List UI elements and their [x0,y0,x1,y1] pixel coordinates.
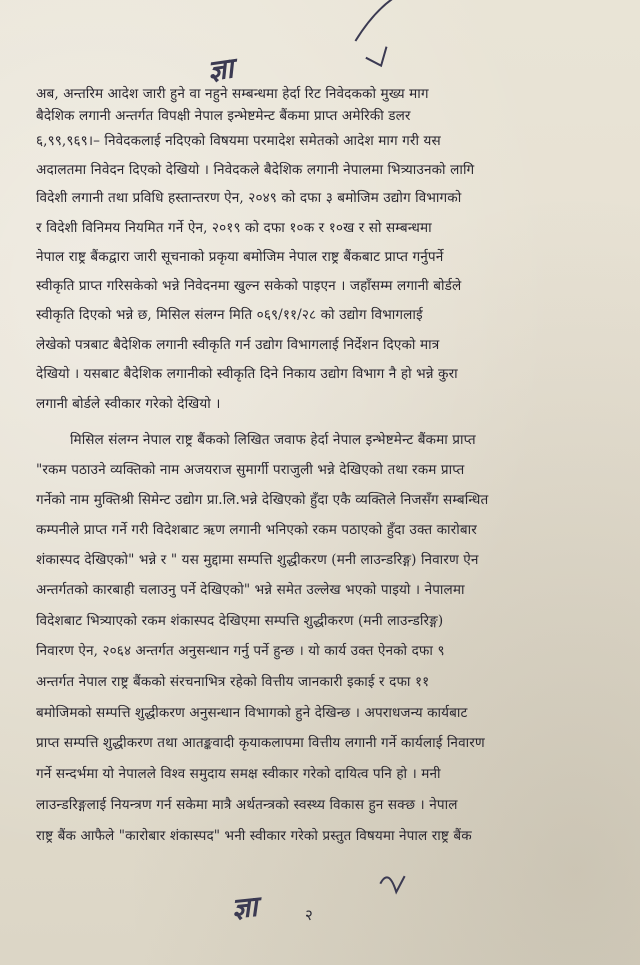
text-line-18: अन्तर्गतको कारबाही चलाउनु पर्ने देखिएको" भन्ने समेत उल्लेख भएको पाइयो । नेपालमा [36,582,465,598]
text-line-9: स्वीकृति दिएको भन्ने छ, मिसिल संलग्न मिति ०६९/११/२८ को उद्योग विभागलाई [36,307,423,323]
text-line-25: लाउन्डरिङ्गलाई नियन्त्रण गर्न सकेमा मात्रै अर्थतन्त्रको स्वस्थ्य विकास हुन सक्छ । नेपाल [36,797,458,813]
text-line-6: र विदेशी विनिमय नियमित गर्ने ऐन, २०१९ को दफा १०क र १०ख र सो सम्बन्धमा [36,220,432,236]
signature-bottom [230,887,259,927]
text-line-8: स्वीकृति प्राप्त गरिसकेको भन्ने निवेदनमा खुल्न सकेको पाइएन । जहाँसम्म लगानी बोर्डले [36,278,462,294]
text-line-11: देखियो । यसबाट बैदेशिक लगानीको स्वीकृति दिने निकाय उद्योग विभाग नै हो भन्ने कुरा [36,366,458,382]
signature-top-text: ज्ञा [205,51,236,88]
text-line-19: विदेशबाट भित्र्याएको रकम शंकास्पद देखिएमा सम्पत्ति शुद्धीकरण (मनी लाउन्डरिङ्ग) [36,613,444,629]
text-line-21: अन्तर्गत नेपाल राष्ट्र बैंकको संरचनाभित्र रहेको वित्तीय जानकारी इकाई र दफा ११ [36,674,430,690]
signature-bottom-text: ज्ञा [230,889,259,926]
text-line-3: ६,९९,९६९।– निवेदकलाई नदिएको विषयमा परमादेश समेतको आदेश माग गरी यस [36,133,441,149]
text-line-2: बैदेशिक लगानी अन्तर्गत विपक्षी नेपाल इन्भेष्टमेन्ट बैंकमा प्राप्त अमेरिकी डलर [36,108,411,124]
text-line-12: लगानी बोर्डले स्वीकार गरेको देखियो । [36,396,221,412]
initial-stroke-icon [230,875,373,929]
text-line-10: लेखेको पत्रबाट बैदेशिक लगानी स्वीकृति गर्न उद्योग विभागलाई निर्देशन दिएको मात्र [36,337,440,353]
text-line-15: गर्नेको नाम मुक्तिश्री सिमेन्ट उद्योग प्रा.लि.भन्ने देखिएको हुँदा एकै व्यक्तिले निजसँग सम्बन्धित [36,492,489,508]
text-line-26: राष्ट्र बैंक आफैले "कारोबार शंकास्पद" भनी स्वीकार गरेको प्रस्तुत विषयमा नेपाल राष्ट्र बैंक [36,828,472,844]
text-line-16: कम्पनीले प्राप्त गर्ने गरी विदेशबाट ऋण लगानी भनिएको रकम पठाएको हुँदा उक्त कारोबार [36,522,477,538]
text-line-14: "रकम पठाउने व्यक्तिको नाम अजयराज सुमार्गी पराजुली भन्ने देखिएको तथा रकम प्राप्त [36,462,465,478]
text-line-1: अब, अन्तरिम आदेश जारी हुने वा नहुने सम्बन्धमा हेर्दा रिट निवेदकको मुख्य माग [36,86,429,102]
text-line-7: नेपाल राष्ट्र बैंकद्वारा जारी सूचनाको प्रकृया बमोजिम नेपाल राष्ट्र बैंकबाट प्राप्त गर्नुपर्ने [36,249,444,265]
text-line-5: विदेशी लगानी तथा प्रविधि हस्तान्तरण ऐन, २०४९ को दफा ३ बमोजिम उद्योग विभागको [36,190,462,206]
text-line-23: प्राप्त सम्पत्ति शुद्धीकरण तथा आतङ्कवादी कृयाकलापमा वित्तीय लगानी गर्ने कार्यलाई निवारण [36,735,485,751]
text-line-4: अदालतमा निवेदन दिएको देखियो । निवेदकले बैदेशिक लगानी नेपालमा भित्र्याउनको लागि [36,162,475,178]
page-number: २ [305,906,313,924]
text-line-13: मिसिल संलग्न नेपाल राष्ट्र बैंकको लिखित जवाफ हेर्दा नेपाल इन्भेष्टमेन्ट बैंकमा प्राप्त [70,432,476,448]
text-line-24: गर्ने सन्दर्भमा यो नेपालले विश्व समुदाय समक्ष स्वीकार गरेको दायित्व पनि हो । मनी [36,766,441,782]
text-line-22: बमोजिमको सम्पत्ति शुद्धीकरण अनुसन्धान विभागको हुने देखिन्छ । अपराधजन्य कार्यबाट [36,705,468,721]
text-line-17: शंकास्पद देखिएको" भन्ने र " यस मुद्दामा सम्पत्ति शुद्धीकरण (मनी लाउन्डरिङ्ग) निवारण ऐन [36,552,479,568]
text-line-20: निवारण ऐन, २०६४ अन्तर्गत अनुसन्धान गर्नु पर्ने हुन्छ । यो कार्य उक्त ऐनको दफा ९ [36,643,445,659]
